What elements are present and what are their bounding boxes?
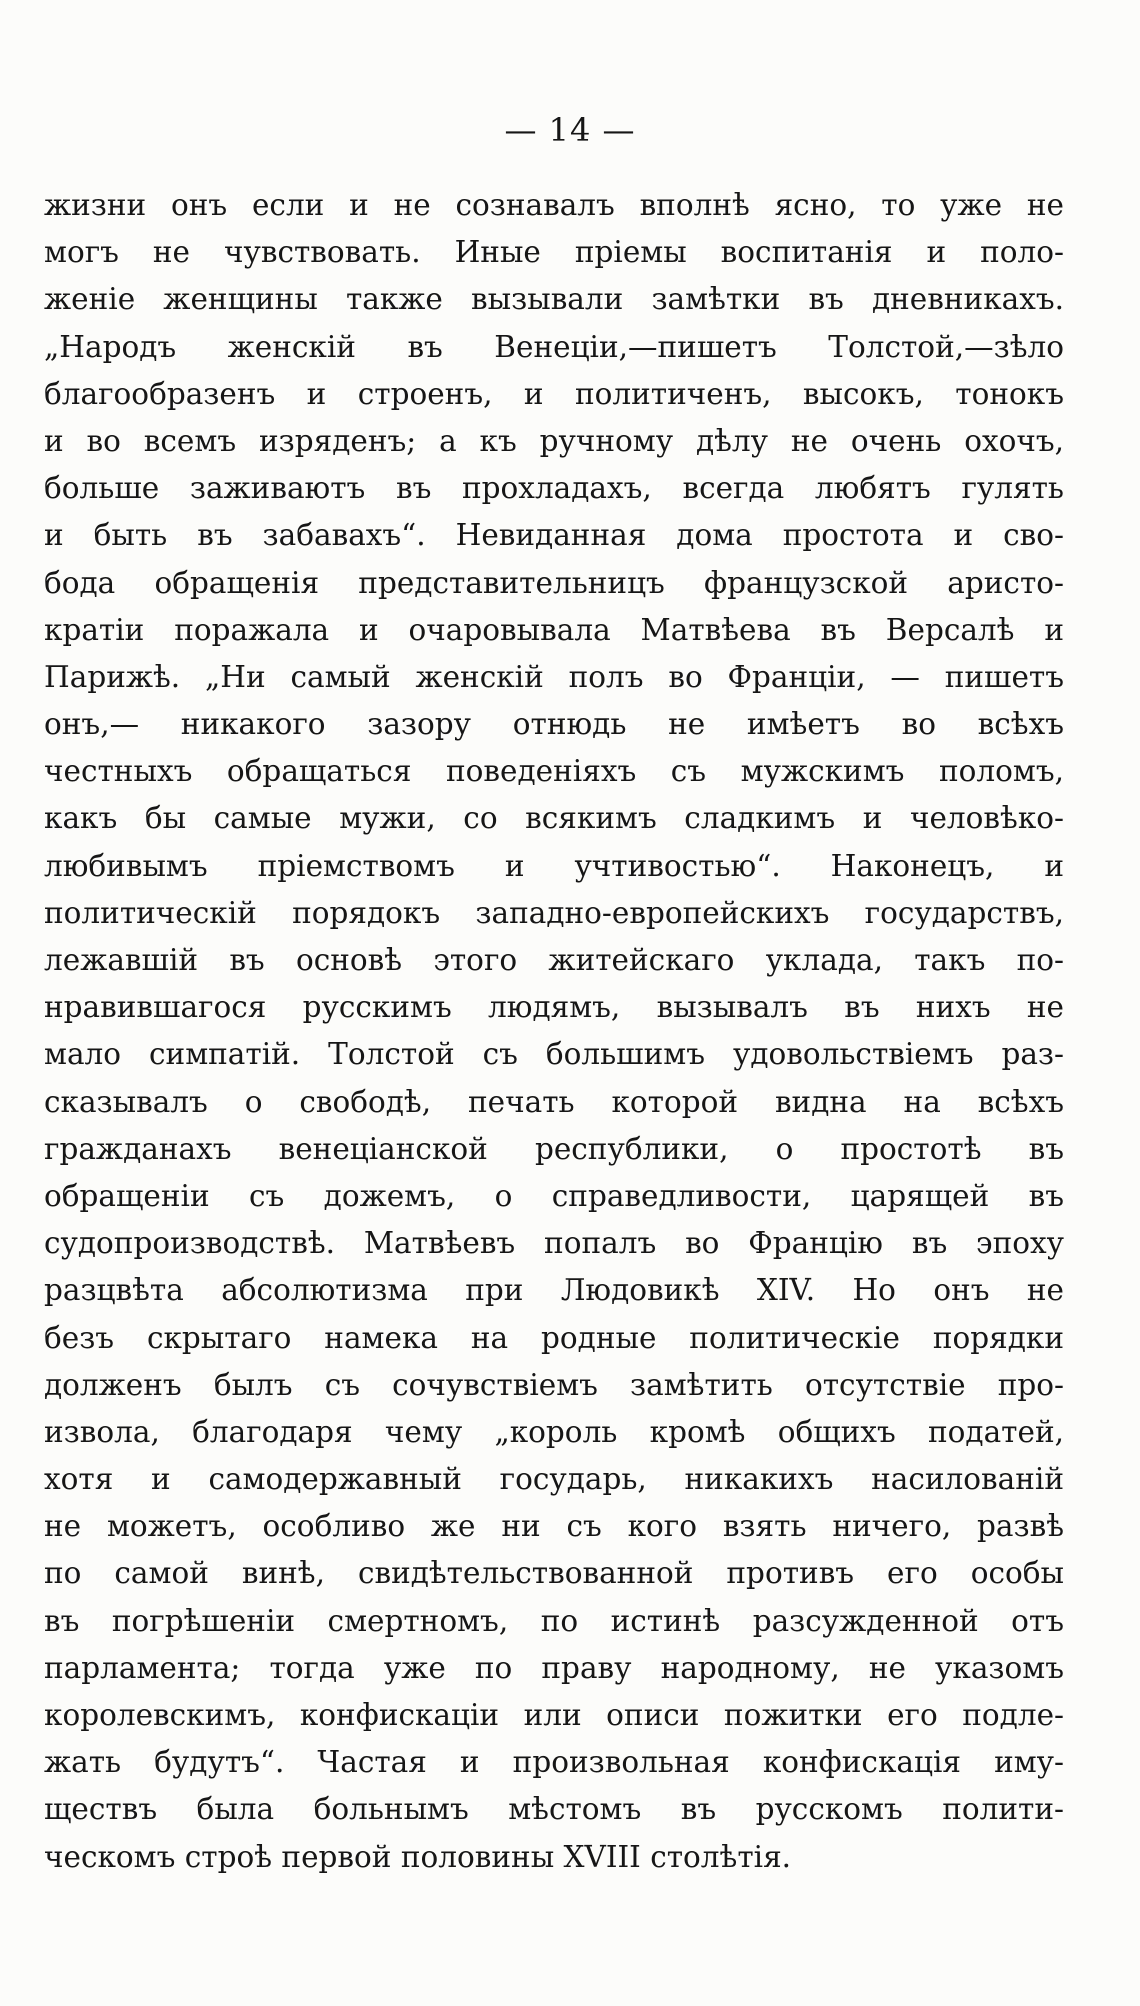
text-line: королевскимъ, конфискаціи или описи пожитки его подле- [44, 1698, 1064, 1732]
text-line: какъ бы самые мужи, со всякимъ сладкимъ и человѣко- [44, 801, 1064, 836]
text-line: ческомъ строѣ первой половины XVIII столѣтія. [44, 1839, 792, 1874]
text-line: Парижѣ. „Ни самый женскій полъ во Франціи, — пишетъ [44, 659, 1064, 694]
text-line: по самой винѣ, свидѣтельствованной противъ его особы [44, 1556, 1064, 1591]
text-line: извола, благодаря чему „король кромѣ общихъ податей, [44, 1414, 1064, 1449]
text-line: долженъ былъ съ сочувствіемъ замѣтить отсутствіе про- [44, 1367, 1064, 1402]
text-line: могъ не чувствовать. Иные пріемы воспитанія и поло- [44, 235, 1064, 270]
text-line: „Народъ женскій въ Венеціи,—пишетъ Толстой,—зѣло [44, 329, 1064, 364]
text-line: политическій порядокъ западно-европейскихъ государствъ, [44, 895, 1064, 930]
text-line: честныхъ обращаться поведеніяхъ съ мужскимъ поломъ, [44, 754, 1064, 789]
text-line: мало симпатій. Толстой съ большимъ удовольствіемъ раз- [44, 1037, 1064, 1072]
text-line: онъ,— никакого зазору отнюдь не имѣетъ во всѣхъ [44, 707, 1064, 742]
text-line: ществъ была больнымъ мѣстомъ въ русскомъ полити- [44, 1792, 1064, 1827]
text-line: бода обращенія представительницъ французской аристо- [44, 565, 1064, 600]
text-line: безъ скрытаго намека на родные политическіе порядки [44, 1320, 1064, 1355]
text-line: гражданахъ венеціанской республики, о простотѣ въ [44, 1131, 1064, 1166]
text-line: больше заживаютъ въ прохладахъ, всегда любятъ гулять [44, 471, 1064, 506]
text-line: сказывалъ о свободѣ, печать которой видна на всѣхъ [44, 1084, 1064, 1119]
text-line: въ погрѣшеніи смертномъ, по истинѣ разсужденной отъ [44, 1603, 1064, 1638]
body-text [44, 182, 1064, 1881]
text-line: нравившагося русскимъ людямъ, вызывалъ въ нихъ не [44, 990, 1064, 1025]
text-line: судопроизводствѣ. Матвѣевъ попалъ во Францію въ эпоху [44, 1226, 1064, 1261]
text-line: жизни онъ если и не сознавалъ вполнѣ ясно, то уже не [44, 188, 1064, 222]
text-line: и быть въ забавахъ“. Невиданная дома простота и сво- [44, 518, 1064, 553]
text-line: хотя и самодержавный государь, никакихъ насилованій [44, 1462, 1064, 1497]
text-line: женіе женщины также вызывали замѣтки въ дневникахъ. [44, 282, 1064, 317]
text-line: не можетъ, особливо же ни съ кого взять ничего, развѣ [44, 1509, 1064, 1544]
text-line: лежавшій въ основѣ этого житейскаго уклада, такъ по- [44, 943, 1064, 977]
text-line: кратіи поражала и очаровывала Матвѣева въ Версалѣ и [44, 612, 1064, 647]
page-number: — 14 — [504, 111, 636, 149]
text-line: разцвѣта абсолютизма при Людовикѣ XIV. Но онъ не [44, 1273, 1064, 1308]
text-line: и во всемъ изряденъ; а къ ручному дѣлу не очень охочъ, [44, 423, 1064, 458]
text-line: любивымъ пріемствомъ и учтивостью“. Наконецъ, и [44, 848, 1064, 883]
text-line: жать будутъ“. Частая и произвольная конфискація иму- [44, 1745, 1064, 1780]
text-line: благообразенъ и строенъ, и политиченъ, высокъ, тонокъ [44, 376, 1064, 411]
text-line: парламента; тогда уже по праву народному, не указомъ [44, 1650, 1064, 1685]
text-line: обращеніи съ дожемъ, о справедливости, царящей въ [44, 1178, 1064, 1213]
